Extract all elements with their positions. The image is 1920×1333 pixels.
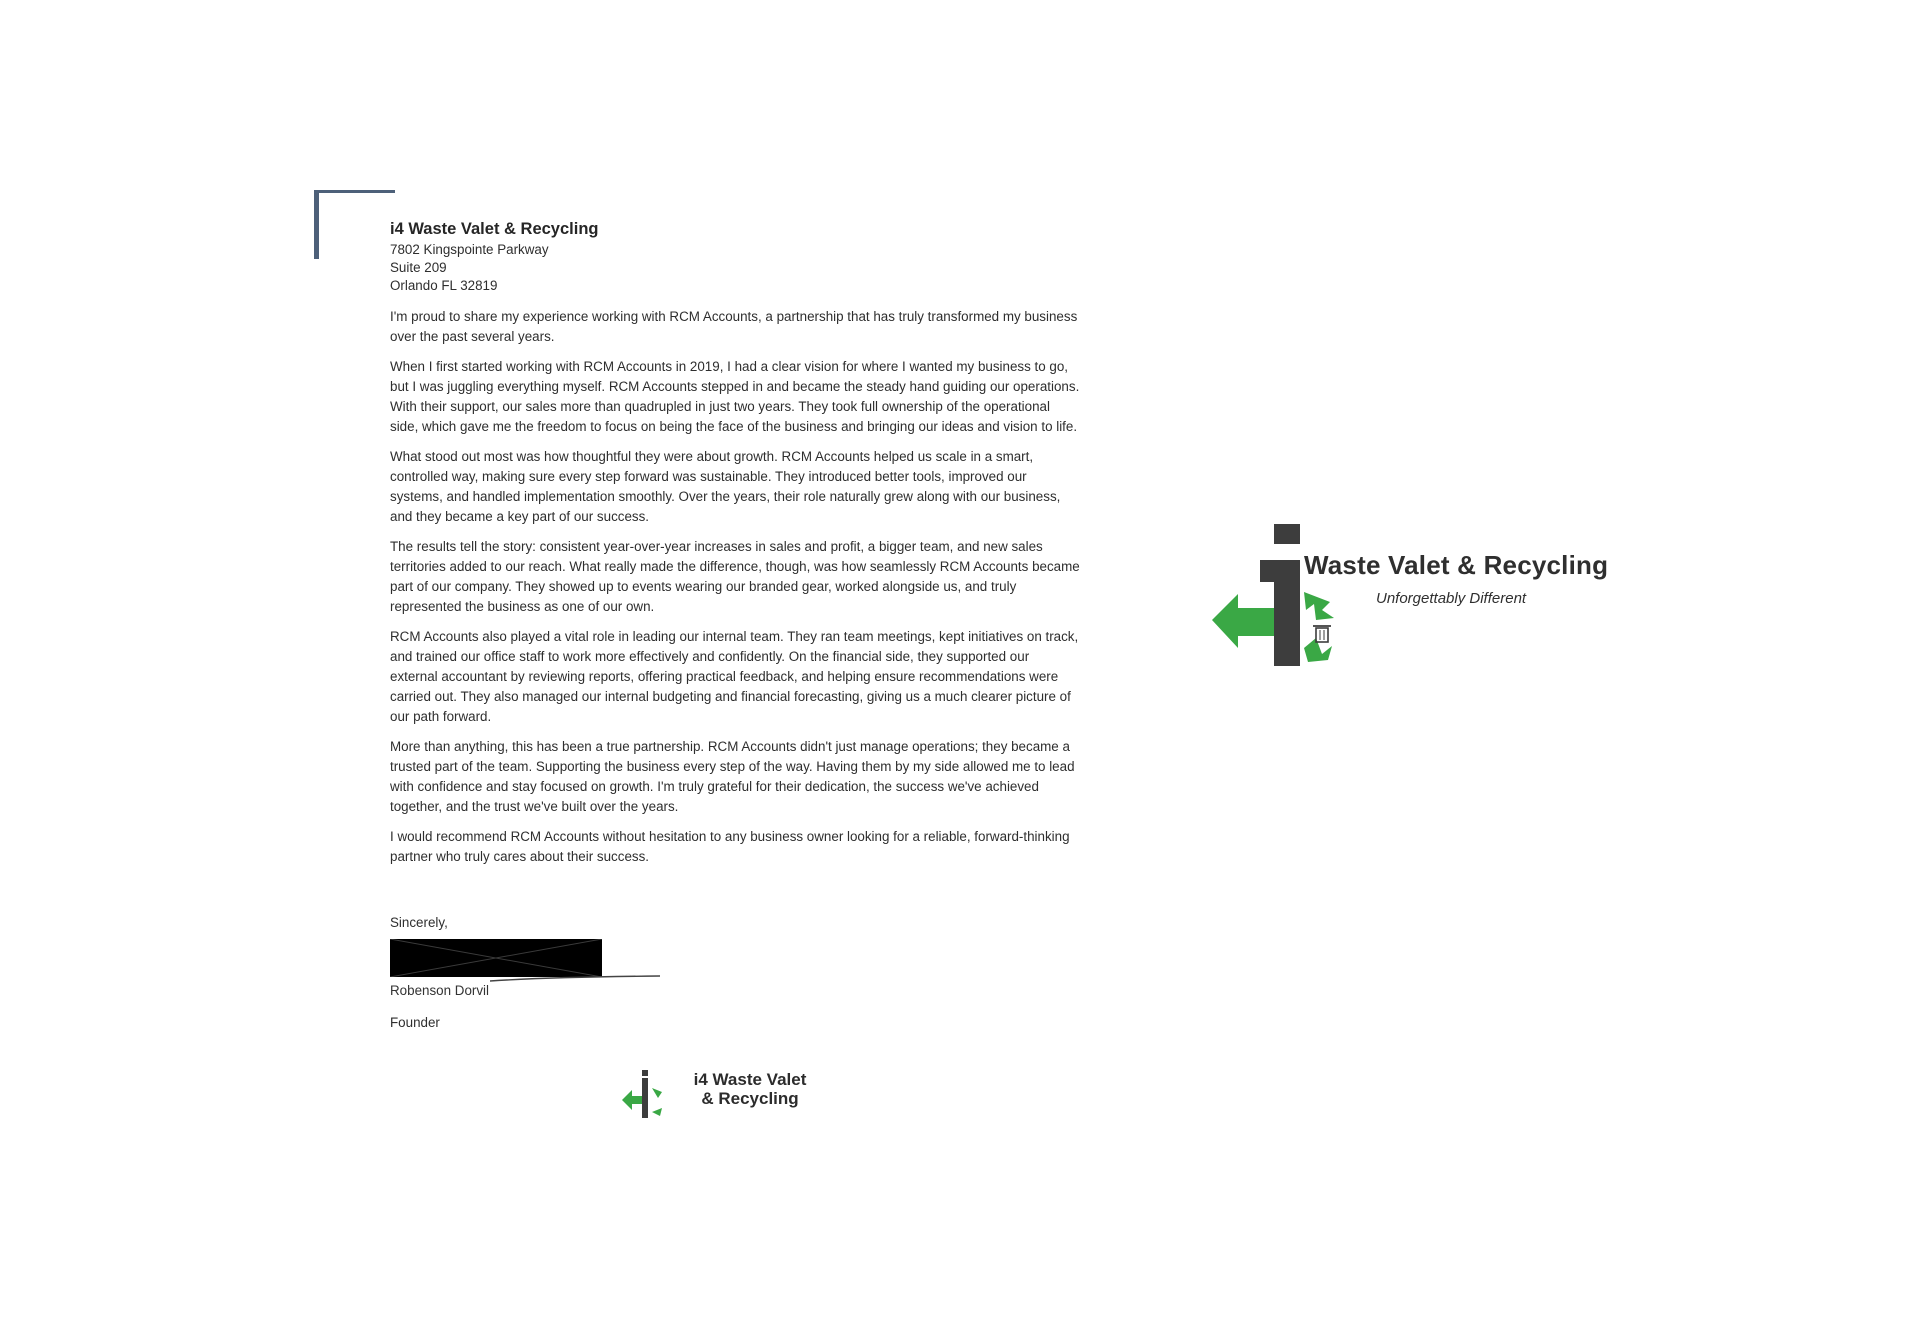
paragraph-recommendation: I would recommend RCM Accounts without hesitation to any business owner looking for a reliable, forward-thinking partner who truly cares about their success. <box>390 829 1070 864</box>
footer-logo-mark <box>620 1068 680 1124</box>
brand-logo-mark <box>1212 520 1352 670</box>
footer-logo <box>620 1068 840 1124</box>
address-street: 7802 Kingspointe Parkway <box>390 242 549 257</box>
signer-title: Founder <box>390 1015 440 1030</box>
paragraph-results: The results tell the story: consistent year-over-year increases in sales and profit, a bigger team, and new sales territories added to our reach. What really made the difference, though, was how seamlessly RCM Accounts became part of our company. They showed up to events wearing our branded gear, worked alongside us, and truly represented the business as one of our own. <box>390 539 1080 614</box>
brand-logo-title: Waste Valet & Recycling <box>1304 550 1609 580</box>
letterhead-company-name: i4 Waste Valet & Recycling <box>390 220 599 238</box>
letterhead-address <box>390 241 1080 295</box>
footer-logo-text <box>680 1070 820 1108</box>
redacted-signature <box>390 939 602 977</box>
address-suite: Suite 209 <box>390 260 447 275</box>
paragraph-partnership: More than anything, this has been a true partnership. RCM Accounts didn't just manage operations; they became a trusted part of the team. Supporting the business every step of the way. Having them by my side allowed me to lead with confidence and stay focused on growth. I'm truly grateful for their dedication, the success we've achieved together, and the trust we've built over the years. <box>390 739 1075 814</box>
redaction-cross <box>390 939 602 977</box>
paragraph-2019-start: When I first started working with RCM Accounts in 2019, I had a clear vision for where I wanted my business to go, but I was juggling everything myself. RCM Accounts stepped in and became the steady hand guiding our operations. With their support, our sales more than quadrupled in just two years. They took full ownership of the operational side, which gave me the freedom to focus on being the face of the business and bringing our ideas and vision to life. <box>390 359 1080 434</box>
closing-salutation: Sincerely, <box>390 915 448 930</box>
paragraph-growth: What stood out most was how thoughtful they were about growth. RCM Accounts helped us scale in a smart, controlled way, making sure every step forward was sustainable. They introduced better tools, improved our systems, and handled implementation smoothly. Over the years, their role naturally grew along with our business, and they became a key part of our success. <box>390 449 1061 524</box>
paragraph-internal-team: RCM Accounts also played a vital role in leading our internal team. They ran team meetings, kept initiatives on track, and trained our office staff to work more effectively and confidently. On the financial side, they supported our external accountant by reviewing reports, offering practical feedback, and helping ensure recommendations were carried out. They also managed our internal budgeting and financial forecasting, giving us a much clearer picture of our path forward. <box>390 629 1079 724</box>
signer-name: Robenson Dorvil <box>390 983 489 998</box>
letter-body <box>390 218 1080 1033</box>
trash-can-icon <box>1313 626 1331 642</box>
footer-logo-line2: & Recycling <box>701 1089 799 1108</box>
brand-logo <box>1212 520 1612 670</box>
document-corner-mark <box>314 190 395 259</box>
paragraph-intro: I'm proud to share my experience working with RCM Accounts, a partnership that has truly transformed my business over the past several years. <box>390 309 1078 344</box>
footer-logo-line1: i4 Waste Valet <box>693 1070 807 1089</box>
signature-area <box>390 939 1080 987</box>
address-city: Orlando FL 32819 <box>390 278 498 293</box>
brand-logo-tagline: Unforgettably Different <box>1376 590 1527 607</box>
